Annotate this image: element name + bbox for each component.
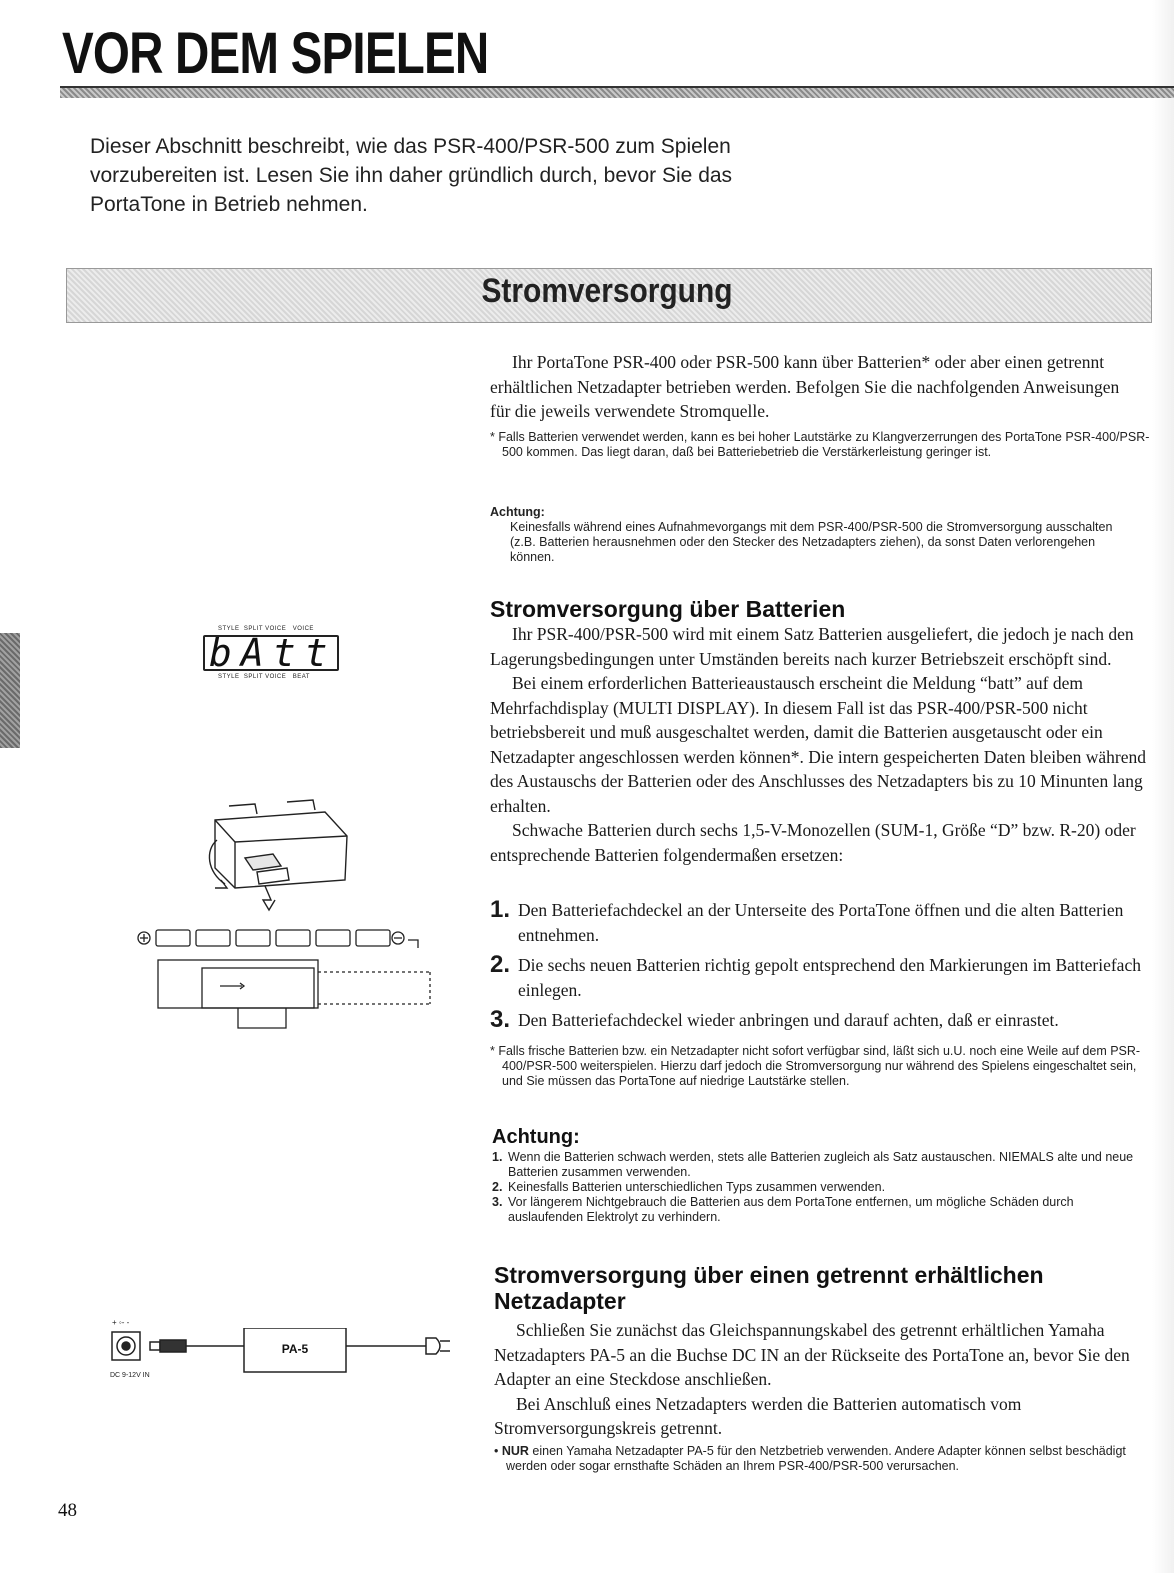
chapter-tab-marker (0, 633, 20, 748)
caution-text: Wenn die Batterien schwach werden, stets alle Batterien zugleich als Satz austauschen. NIEMALS alte und neue Batterien zusammen verwenden. (508, 1150, 1134, 1179)
page-number: 48 (58, 1500, 77, 1521)
adapter-body (494, 1318, 1150, 1441)
battery-step (490, 953, 1150, 1002)
battery-compartment-illustration (130, 920, 440, 1040)
adapter-para-2: Bei Anschluß eines Netzadapters werden die Batterien automatisch vom Stromversorgungskreis getrennt. (494, 1393, 1022, 1438)
section-caution-text (490, 520, 1130, 565)
adapter-box-label: PA-5 (281, 1342, 309, 1356)
caution-item (492, 1195, 1142, 1225)
caution-number: 1. (492, 1150, 503, 1164)
dc-in-jack-label: DC 9-12V IN (110, 1372, 150, 1379)
section-caution-label: Achtung: (490, 505, 545, 519)
step-number: 3. (490, 1006, 511, 1033)
intro-text: Dieser Abschnitt beschreibt, wie das PSR-400/PSR-500 zum Spielen vorzubereiten ist. Lesen Sie ihn daher gründlich durch, bevor Sie das PortaTone in Betrieb nehmen. (90, 135, 733, 216)
adapter-heading: Stromversorgung über einen getrennt erhältlichen Netzadapter (494, 1262, 1044, 1314)
caution-number: 2. (492, 1180, 503, 1194)
battery-step (490, 1008, 1150, 1033)
step-text: Den Batteriefachdeckel wieder anbringen und darauf achten, daß er einrastet. (518, 1010, 1059, 1030)
batteries-body (490, 622, 1150, 867)
batteries-footnote: * Falls frische Batterien bzw. ein Netzadapter nicht sofort verfügbar sind, läßt sich u.U. noch eine Weile auf dem PSR-400/PSR-500 weiterspielen. Hierzu darf jedoch die Stromversorgung nur während des Spielens eingeschaltet sein, und Sie müssen das PortaTone auf niedrige Lautstärke stellen. (490, 1044, 1141, 1088)
battery-cover-illustration (195, 780, 395, 920)
display-top-labels: STYLE SPLIT VOICE VOICE (218, 626, 314, 632)
adapter-figure (110, 1318, 470, 1388)
page-title: VOR DEM SPIELEN (62, 21, 489, 86)
batteries-para-1: Ihr PSR-400/PSR-500 wird mit einem Satz Batterien ausgeliefert, die jedoch je nach den Lagerungsbedingungen unter Umständen bereits nach kurzer Betriebszeit erschöpft sind. (490, 624, 1134, 669)
display-figure (200, 626, 350, 686)
step-text: Den Batteriefachdeckel an der Unterseite des PortaTone öffnen und die alten Batterien entnehmen. (518, 900, 1124, 945)
batteries-para-3: Schwache Batterien durch sechs 1,5-V-Monozellen (SUM-1, Größe “D” bzw. R-20) oder entsprechende Batterien folgendermaßen ersetzen: (490, 820, 1136, 865)
caution-text: Vor längerem Nichtgebrauch die Batterien aus dem PortaTone entfernen, um mögliche Schäden durch auslaufenden Elektrolyt zu verhindern. (508, 1195, 1074, 1224)
section-intro-text: Ihr PortaTone PSR-400 oder PSR-500 kann über Batterien* oder aber einen getrennt erhältlichen Netzadapter betrieben werden. Befolgen Sie die nachfolgenden Anweisungen für die jeweils verwendete Stromquelle. (490, 352, 1120, 421)
battery-step (490, 898, 1150, 947)
batteries-para-2: Bei einem erforderlichen Batterieaustausch erscheint die Meldung “batt” auf dem Mehrfachdisplay (MULTI DISPLAY). In diesem Fall ist das PSR-400/PSR-500 nicht betriebsbereit und muß ausgeschaltet werden, damit die Batterien ausgetauscht oder ein Netzadapter angeschlossen werden können*. Die intern gespeicherten Daten bleiben während des Austauschs der Batterien oder des Anschlusses des Netzadapters bis zu 10 Minunten lang erhalten. (490, 673, 1146, 816)
adapter-note-text: einen Yamaha Netzadapter PA-5 für den Netzbetrieb verwenden. Andere Adapter können selbst beschädigt werden oder sogar ernsthafte Schäden an Ihrem PSR-400/PSR-500 verursachen. (506, 1444, 1126, 1473)
step-number: 1. (490, 896, 511, 923)
adapter-para-1: Schließen Sie zunächst das Gleichspannungskabel des getrennt erhältlichen Yamaha Netzadapters PA-5 an die Buchse DC IN an der Rückseite des PortaTone an, bevor Sie den Adapter an eine Steckdose anschließen. (494, 1320, 1130, 1389)
step-number: 2. (490, 951, 511, 978)
caution-item (492, 1150, 1142, 1180)
adapter-note-bold: NUR (501, 1444, 529, 1458)
batteries-caution-label: Achtung: (492, 1126, 580, 1148)
adapter-note (494, 1444, 1156, 1474)
display-batt-text: bAtt (209, 631, 337, 675)
section-title: Stromversorgung (481, 272, 733, 310)
caution-text: Keinesfalls Batterien unterschiedlichen Typs zusammen verwenden. (508, 1180, 886, 1194)
section-intro (490, 350, 1138, 424)
caution-item (492, 1180, 1142, 1195)
batteries-caution-list (492, 1150, 1142, 1225)
adapter-note-bullet: • (494, 1444, 502, 1458)
title-rule (60, 86, 1174, 98)
battery-steps (490, 898, 1150, 1033)
page-edge-shadow (1152, 0, 1174, 1573)
multi-display-lcd (203, 631, 339, 675)
section-footnote: * Falls Batterien verwendet werden, kann es bei hoher Lautstärke zu Klangverzerrungen des PortaTone PSR-400/PSR-500 kommen. Das liegt daran, daß bei Batteriebetrieb die Verstärkerleistung geringer ist. (490, 430, 1150, 459)
jack-polarity-label: + ◦- - (112, 1318, 130, 1327)
batteries-heading: Stromversorgung über Batterien (490, 596, 846, 622)
display-bottom-labels: STYLE SPLIT VOICE BEAT (218, 674, 310, 680)
caution-number: 3. (492, 1195, 503, 1209)
step-text: Die sechs neuen Batterien richtig gepolt entsprechend den Markierungen im Batteriefach einlegen. (518, 955, 1141, 1000)
section-caution-body: Keinesfalls während eines Aufnahmevorgangs mit dem PSR-400/PSR-500 die Stromversorgung ausschalten (z.B. Batterien herausnehmen oder den Stecker des Netzadapters ziehen), da sonst Daten verlorengehen können. (510, 520, 1113, 564)
